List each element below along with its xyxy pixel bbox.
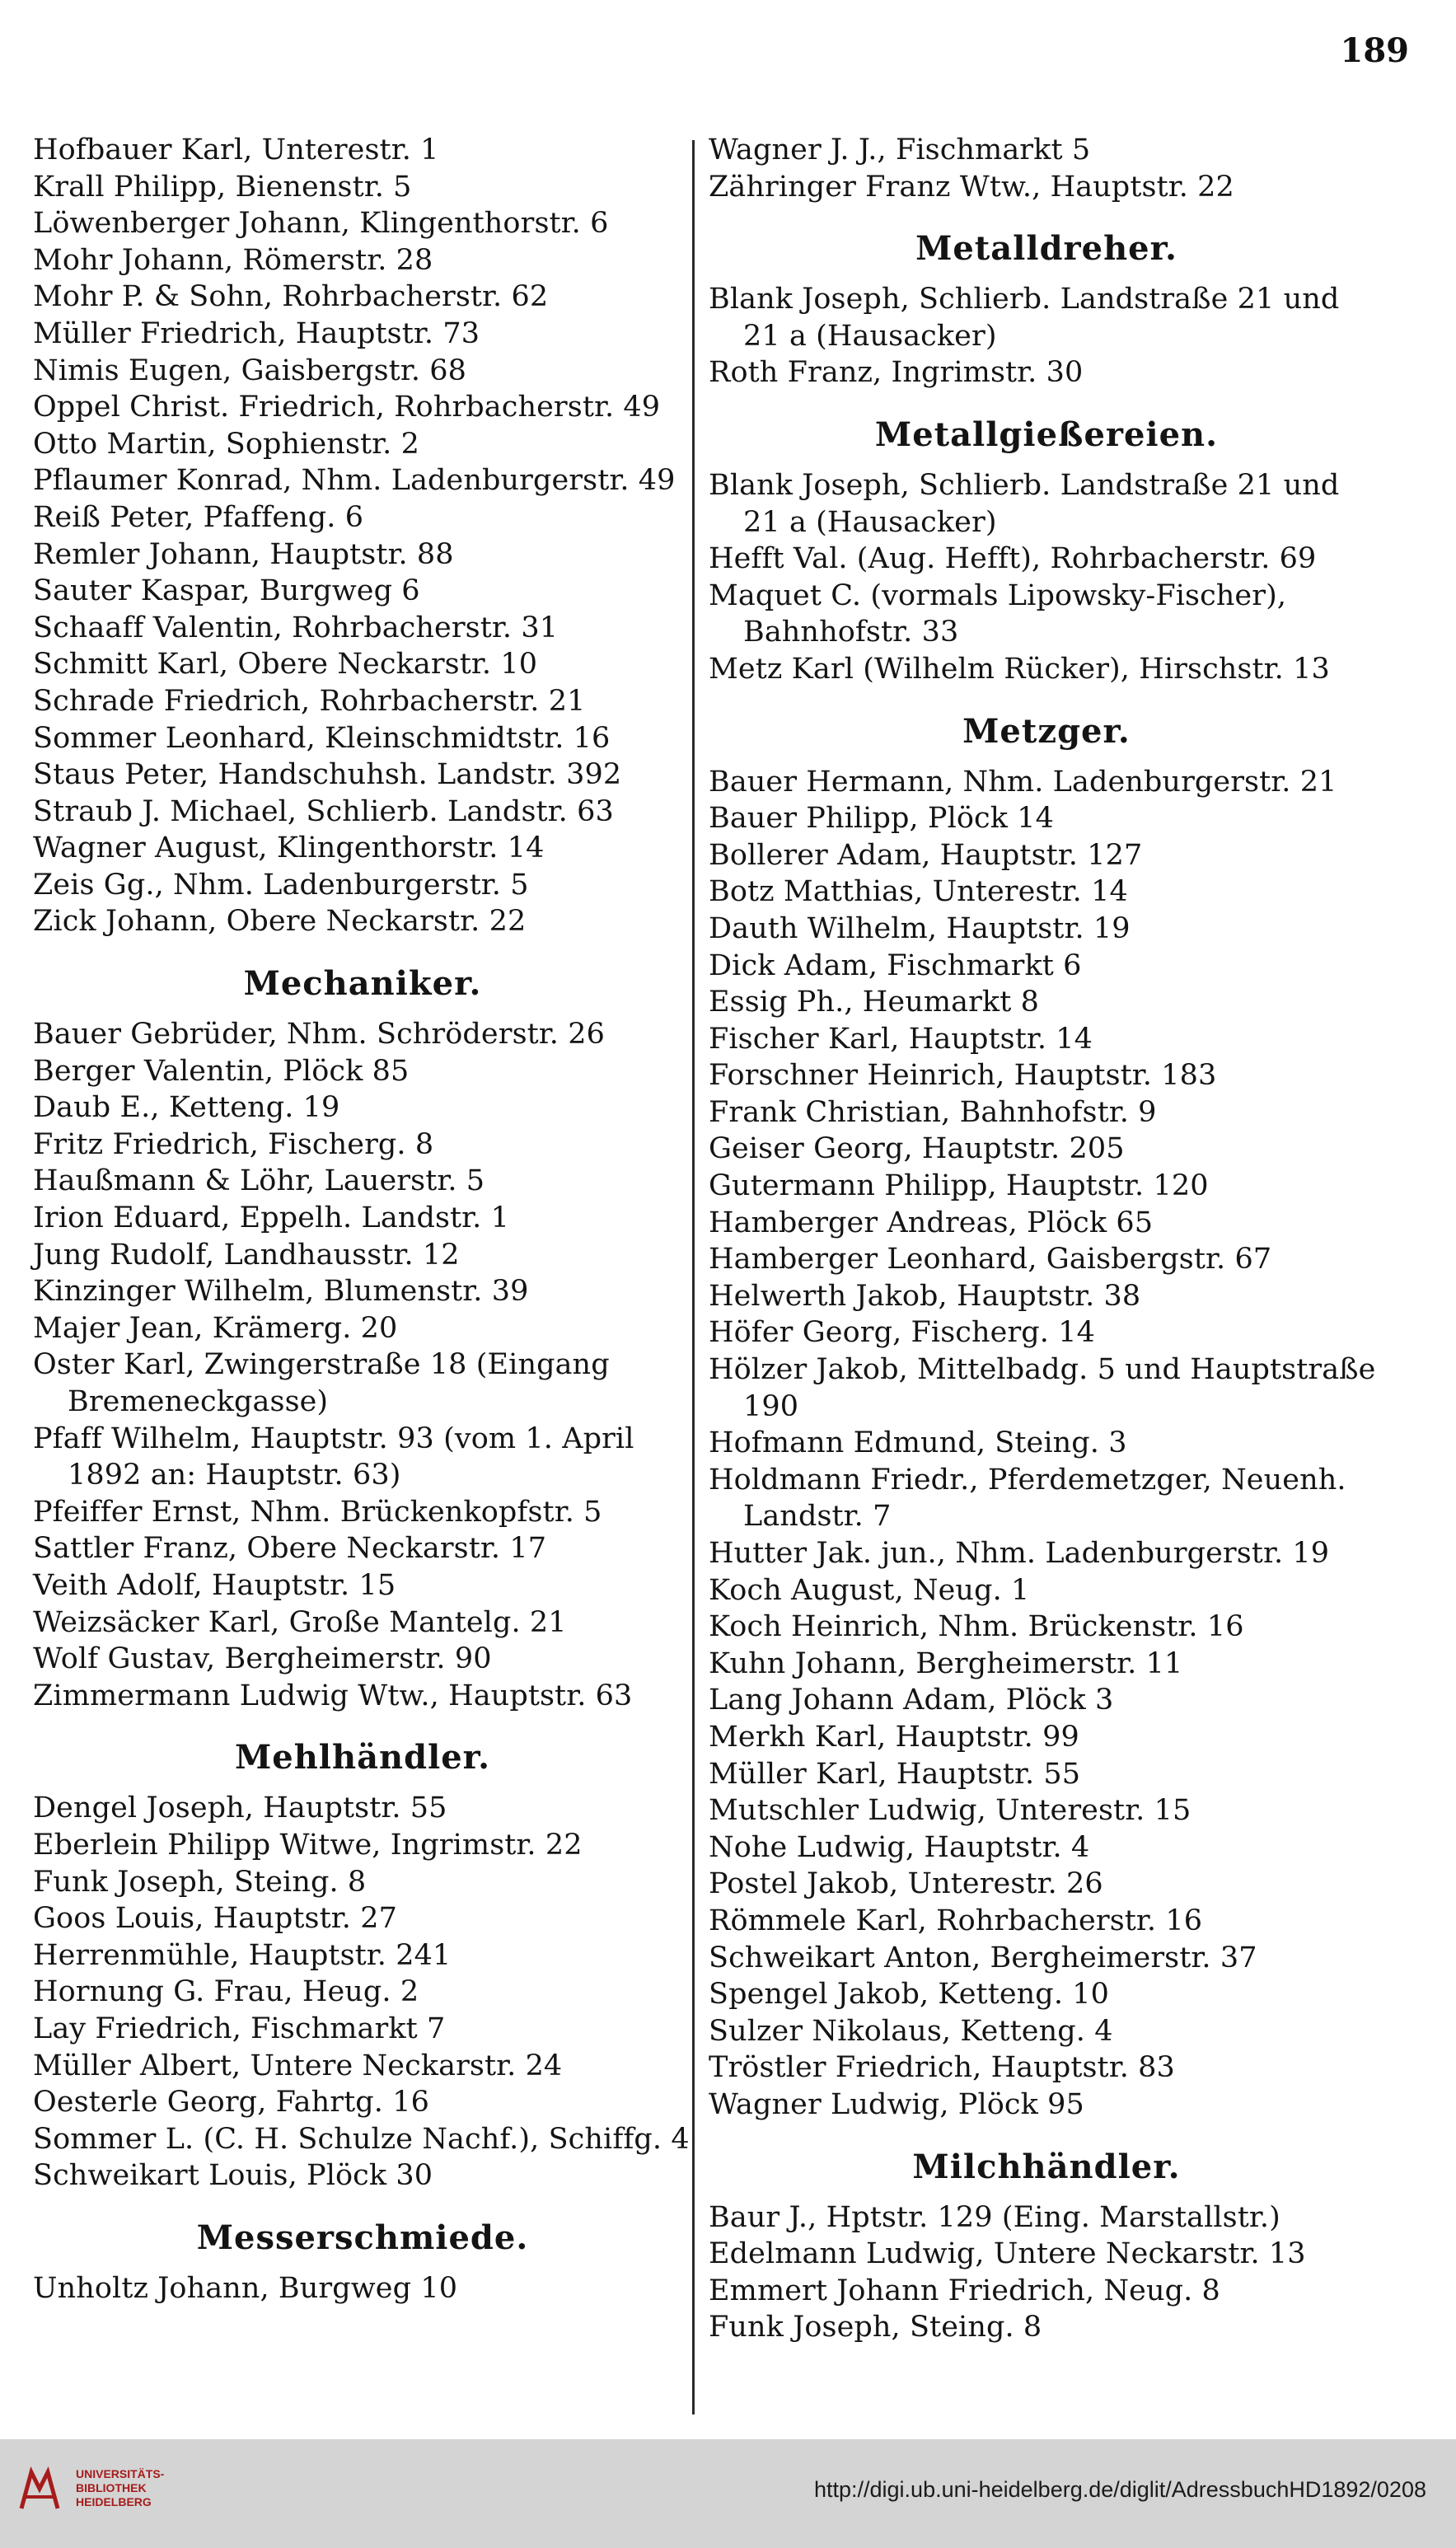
directory-entry: Remler Johann, Hauptstr. 88: [33, 537, 454, 571]
directory-entry: Fischer Karl, Hauptstr. 14: [709, 1022, 1093, 1056]
directory-entry: Botz Matthias, Unterestr. 14: [709, 875, 1128, 909]
directory-entry: Lang Johann Adam, Plöck 3: [709, 1684, 1114, 1717]
directory-section: [33, 132, 692, 940]
directory-entry: Nohe Ludwig, Hauptstr. 4: [709, 1830, 1090, 1864]
directory-entry: Veith Adolf, Hauptstr. 15: [33, 1568, 396, 1602]
directory-entry: Emmert Johann Friedrich, Neug. 8: [709, 2274, 1220, 2307]
directory-section: [709, 703, 1384, 2124]
directory-section: [33, 955, 692, 1714]
directory-entry: Schrade Friedrich, Rohrbacherstr. 21: [33, 684, 586, 718]
directory-entry: Wagner Ludwig, Plöck 95: [709, 2087, 1084, 2121]
directory-entry: Otto Martin, Sophienstr. 2: [33, 427, 419, 461]
directory-entry: Forschner Heinrich, Hauptstr. 183: [709, 1059, 1217, 1093]
directory-entry: Baur J., Hptstr. 129 (Eing. Marstallstr.): [709, 2200, 1280, 2234]
directory-entry: Spengel Jakob, Ketteng. 10: [709, 1978, 1110, 2012]
directory-entry: Haußmann & Löhr, Lauerstr. 5: [33, 1164, 485, 1198]
directory-entry: Hölzer Jakob, Mittelbadg. 5 und Hauptstraße 190: [709, 1353, 1376, 1423]
section-heading: Mehlhändler.: [234, 1738, 491, 1778]
directory-entry: Holdmann Friedr., Pferdemetzger, Neuenh. Landstr. 7: [709, 1463, 1346, 1534]
directory-entry: Krall Philipp, Bienenstr. 5: [33, 170, 412, 204]
directory-entry: Pfaff Wilhelm, Hauptstr. 93 (vom 1. April 1892 an: Hauptstr. 63): [33, 1422, 634, 1492]
library-logo-text: [76, 2467, 164, 2509]
directory-entry: Hamberger Leonhard, Gaisbergstr. 67: [709, 1243, 1272, 1276]
directory-entry: Berger Valentin, Plöck 85: [33, 1054, 410, 1088]
directory-entry: Schweikart Louis, Plöck 30: [33, 2159, 433, 2193]
directory-section: [709, 2138, 1384, 2346]
directory-entry: Löwenberger Johann, Klingenthorstr. 6: [33, 207, 609, 241]
directory-entry: Oppel Christ. Friedrich, Rohrbacherstr. 49: [33, 391, 661, 424]
directory-entry: Sommer Leonhard, Kleinschmidtstr. 16: [33, 721, 611, 755]
directory-entry: Nimis Eugen, Gaisbergstr. 68: [33, 354, 467, 387]
directory-section: [709, 132, 1384, 205]
directory-entry: Dengel Joseph, Hauptstr. 55: [33, 1792, 447, 1825]
directory-entry: Bollerer Adam, Hauptstr. 127: [709, 838, 1143, 872]
directory-entry: Edelmann Ludwig, Untere Neckarstr. 13: [709, 2237, 1306, 2271]
directory-entry: Höfer Georg, Fischerg. 14: [709, 1316, 1095, 1350]
column-divider: [692, 140, 695, 2415]
footer-bar: [0, 2439, 1456, 2548]
directory-entry: Bauer Hermann, Nhm. Ladenburgerstr. 21: [709, 765, 1337, 799]
directory-section: [709, 220, 1384, 391]
directory-entry: Unholtz Johann, Burgweg 10: [33, 2271, 458, 2305]
directory-entry: Helwerth Jakob, Hauptstr. 38: [709, 1279, 1141, 1313]
directory-entry: Sulzer Nikolaus, Ketteng. 4: [709, 2014, 1113, 2048]
directory-entry: Blank Joseph, Schlierb. Landstraße 21 und 21 a (Hausacker): [709, 283, 1340, 353]
directory-entry: Schaaff Valentin, Rohrbacherstr. 31: [33, 611, 559, 644]
directory-entry: Koch Heinrich, Nhm. Brückenstr. 16: [709, 1610, 1244, 1644]
directory-entry: Sommer L. (C. H. Schulze Nachf.), Schiffg. 4: [33, 2122, 690, 2156]
directory-entry: Pflaumer Konrad, Nhm. Ladenburgerstr. 49: [33, 464, 676, 498]
source-url-link[interactable]: http://digi.ub.uni-heidelberg.de/diglit/AdressbuchHD1892/0208: [813, 2477, 1426, 2502]
logo-line: BIBLIOTHEK: [76, 2481, 147, 2494]
section-heading: Mechaniker.: [243, 964, 482, 1004]
directory-entry: Eberlein Philipp Witwe, Ingrimstr. 22: [33, 1828, 583, 1862]
directory-entry: Dick Adam, Fischmarkt 6: [709, 948, 1082, 982]
directory-entry: Dauth Wilhelm, Hauptstr. 19: [709, 911, 1131, 945]
section-heading: Metalldreher.: [915, 229, 1177, 269]
directory-entry: Essig Ph., Heumarkt 8: [709, 986, 1039, 1019]
section-heading: Messerschmiede.: [196, 2218, 529, 2257]
directory-entry: Mutschler Ludwig, Unterestr. 15: [709, 1794, 1191, 1828]
directory-entry: Mohr Johann, Römerstr. 28: [33, 243, 433, 277]
directory-entry: Koch August, Neug. 1: [709, 1573, 1030, 1607]
directory-entry: Funk Joseph, Steing. 8: [33, 1865, 367, 1899]
directory-entry: Gutermann Philipp, Hauptstr. 120: [709, 1169, 1209, 1203]
directory-entry: Kuhn Johann, Bergheimerstr. 11: [709, 1646, 1183, 1680]
directory-entry: Staus Peter, Handschuhsh. Landstr. 392: [33, 758, 622, 792]
directory-entry: Herrenmühle, Hauptstr. 241: [33, 1938, 452, 1972]
directory-entry: Maquet C. (vormals Lipowsky-Fischer), Bahnhofstr. 33: [709, 578, 1287, 649]
directory-section: [709, 406, 1384, 688]
section-heading: Metallgießereien.: [874, 415, 1219, 454]
directory-entry: Hamberger Andreas, Plöck 65: [709, 1206, 1154, 1239]
logo-line: HEIDELBERG: [76, 2495, 152, 2508]
directory-entry: Pfeiffer Ernst, Nhm. Brückenkopfstr. 5: [33, 1495, 602, 1529]
directory-entry: Zeis Gg., Nhm. Ladenburgerstr. 5: [33, 868, 529, 902]
directory-entry: Schweikart Anton, Bergheimerstr. 37: [709, 1941, 1257, 1974]
directory-entry: Metz Karl (Wilhelm Rücker), Hirschstr. 13: [709, 652, 1330, 686]
directory-entry: Kinzinger Wilhelm, Blumenstr. 39: [33, 1275, 529, 1309]
directory-entry: Hofmann Edmund, Steing. 3: [709, 1426, 1127, 1460]
directory-entry: Fritz Friedrich, Fischerg. 8: [33, 1127, 434, 1161]
directory-entry: Weizsäcker Karl, Große Mantelg. 21: [33, 1605, 567, 1639]
university-seal-icon: [13, 2464, 66, 2517]
directory-entry: Postel Jakob, Unterestr. 26: [709, 1867, 1103, 1901]
directory-entry: Sauter Kaspar, Burgweg 6: [33, 574, 420, 608]
directory-entry: Tröstler Friedrich, Hauptstr. 83: [709, 2051, 1175, 2085]
directory-entry: Frank Christian, Bahnhofstr. 9: [709, 1095, 1157, 1129]
directory-entry: Majer Jean, Krämerg. 20: [33, 1311, 398, 1345]
directory-entry: Bauer Philipp, Plöck 14: [709, 802, 1055, 836]
directory-entry: Hutter Jak. jun., Nhm. Ladenburgerstr. 19: [709, 1537, 1330, 1570]
directory-entry: Straub J. Michael, Schlierb. Landstr. 63: [33, 794, 614, 828]
directory-entry: Geiser Georg, Hauptstr. 205: [709, 1132, 1125, 1166]
directory-entry: Oster Karl, Zwingerstraße 18 (Eingang Bremeneckgasse): [33, 1348, 610, 1418]
directory-entry: Wolf Gustav, Bergheimerstr. 90: [33, 1642, 492, 1676]
directory-entry: Zick Johann, Obere Neckarstr. 22: [33, 905, 527, 939]
directory-entry: Irion Eduard, Eppelh. Landstr. 1: [33, 1201, 509, 1235]
directory-entry: Zähringer Franz Wtw., Hauptstr. 22: [709, 170, 1234, 204]
directory-entry: Funk Joseph, Steing. 8: [709, 2311, 1042, 2344]
directory-entry: Mohr P. & Sohn, Rohrbacherstr. 62: [33, 280, 549, 314]
directory-entry: Römmele Karl, Rohrbacherstr. 16: [709, 1904, 1203, 1937]
directory-entry: Roth Franz, Ingrimstr. 30: [709, 356, 1084, 390]
directory-entry: Jung Rudolf, Landhausstr. 12: [33, 1238, 460, 1272]
directory-entry: Lay Friedrich, Fischmarkt 7: [33, 2012, 446, 2045]
directory-entry: Daub E., Ketteng. 19: [33, 1091, 340, 1125]
directory-entry: Müller Karl, Hauptstr. 55: [709, 1757, 1081, 1791]
directory-entry: Müller Albert, Untere Neckarstr. 24: [33, 2049, 563, 2082]
directory-entry: Zimmermann Ludwig Wtw., Hauptstr. 63: [33, 1679, 633, 1712]
directory-entry: Müller Friedrich, Hauptstr. 73: [33, 316, 480, 350]
directory-entry: Merkh Karl, Hauptstr. 99: [709, 1720, 1079, 1754]
directory-entry: Sattler Franz, Obere Neckarstr. 17: [33, 1532, 547, 1566]
right-column: [709, 132, 1384, 2346]
directory-entry: Oesterle Georg, Fahrtg. 16: [33, 2086, 429, 2119]
directory-entry: Wagner J. J., Fischmarkt 5: [709, 133, 1091, 166]
directory-entry: Hofbauer Karl, Unterestr. 1: [33, 133, 439, 166]
directory-section: [33, 2209, 692, 2307]
directory-entry: Reiß Peter, Pfaffeng. 6: [33, 500, 364, 534]
directory-entry: Blank Joseph, Schlierb. Landstraße 21 und 21 a (Hausacker): [709, 468, 1340, 539]
directory-entry: Bauer Gebrüder, Nhm. Schröderstr. 26: [33, 1018, 605, 1052]
directory-entry: Goos Louis, Hauptstr. 27: [33, 1902, 397, 1936]
page-number: 189: [1340, 31, 1409, 70]
section-heading: Metzger.: [962, 711, 1131, 751]
logo-line: UNIVERSITÄTS-: [76, 2467, 165, 2480]
directory-entry: Wagner August, Klingenthorstr. 14: [33, 831, 545, 865]
left-column: [33, 132, 692, 2307]
directory-section: [33, 1729, 692, 2194]
directory-entry: Schmitt Karl, Obere Neckarstr. 10: [33, 648, 538, 681]
section-heading: Milchhändler.: [912, 2147, 1181, 2186]
directory-entry: Hefft Val. (Aug. Hefft), Rohrbacherstr. 69: [709, 542, 1317, 576]
directory-entry: Hornung G. Frau, Heug. 2: [33, 1975, 419, 2009]
